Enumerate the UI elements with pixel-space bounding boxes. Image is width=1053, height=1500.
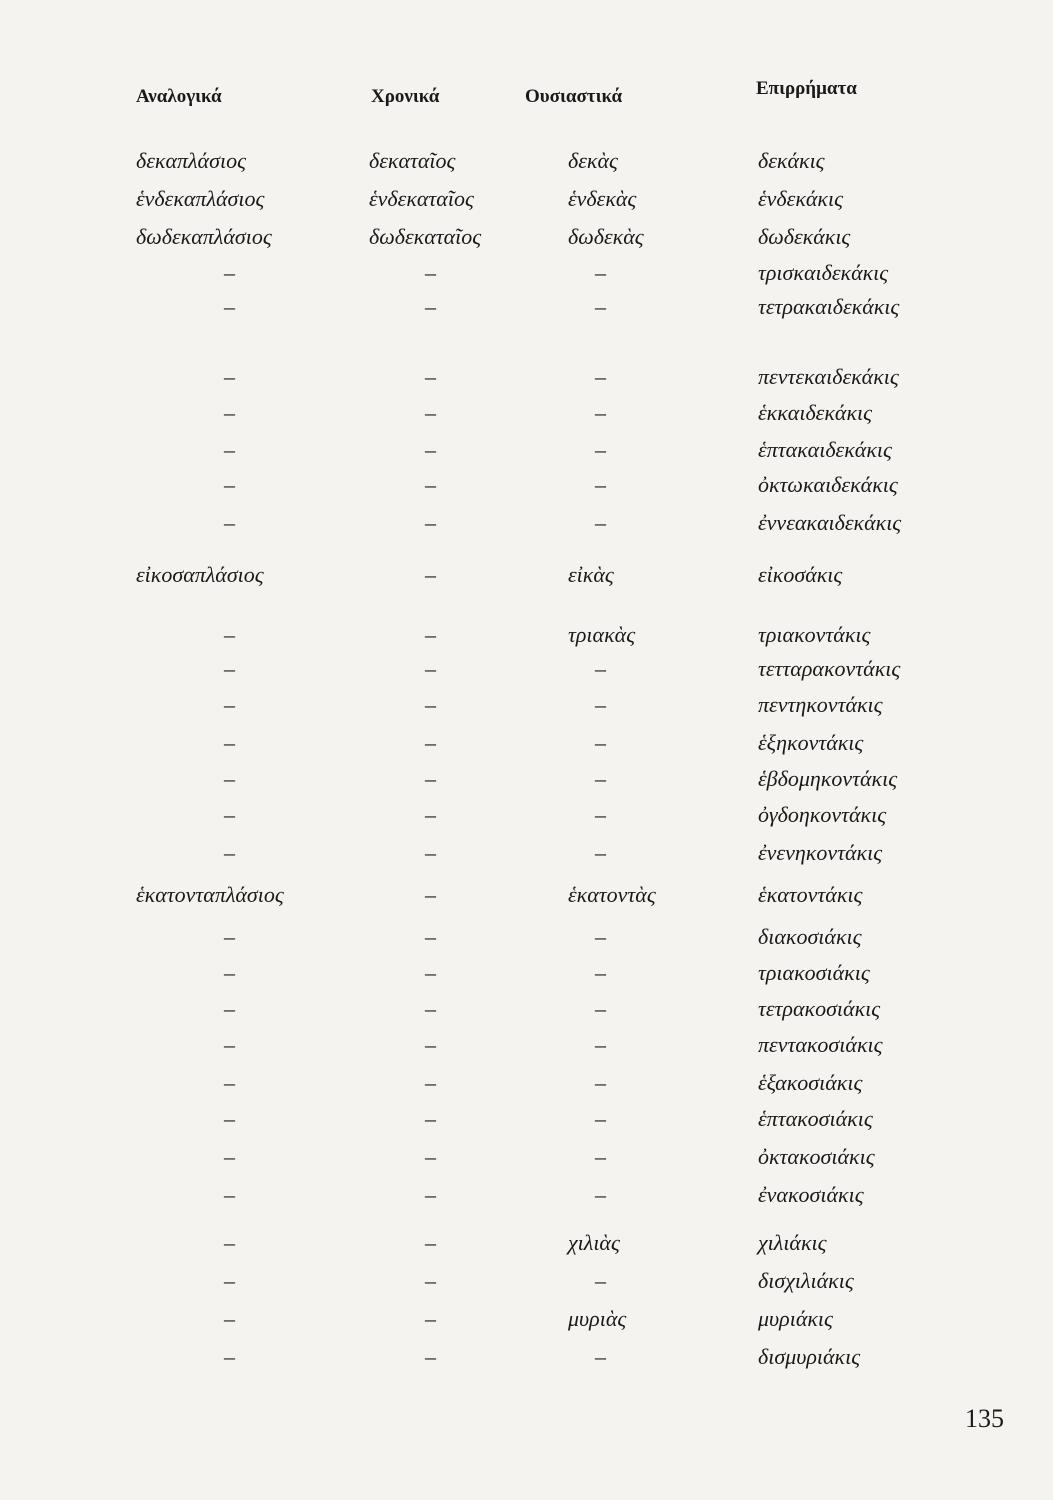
table-row [0,1180,1053,1216]
table-row [0,1142,1053,1178]
epirrima-cell: ὀκτακοσιάκις [758,1144,875,1169]
empty-dash: – [595,1032,606,1057]
empty-dash: – [425,692,436,717]
table-row [0,1104,1053,1140]
empty-dash: – [425,1032,436,1057]
empty-dash: – [425,1344,436,1369]
table-row [0,435,1053,471]
analogiko-cell: δωδεκαπλάσιος [136,224,272,249]
empty-dash: – [595,437,606,462]
empty-dash: – [425,766,436,791]
epirrima-cell: ἐνενηκοντάκις [758,840,883,865]
column-header-ousiastika: Ουσιαστικά [525,86,623,107]
empty-dash: – [224,692,235,717]
empty-dash: – [595,996,606,1021]
epirrima-cell: ἐννεακαιδεκάκις [758,510,902,535]
empty-dash: – [425,1144,436,1169]
empty-dash: – [425,840,436,865]
empty-dash: – [425,802,436,827]
epirrima-cell: μυριάκις [758,1306,833,1331]
table-row [0,1068,1053,1104]
empty-dash: – [425,510,436,535]
table-row [0,560,1053,596]
empty-dash: – [224,656,235,681]
empty-dash: – [425,1106,436,1131]
empty-dash: – [224,960,235,985]
empty-dash: – [595,1106,606,1131]
chroniko-cell: δωδεκαταῖος [369,224,482,249]
table-row [0,728,1053,764]
column-header-analogika: Αναλογικά [136,86,222,107]
empty-dash: – [425,472,436,497]
empty-dash: – [425,656,436,681]
empty-dash: – [595,510,606,535]
ousiastiko-cell: τριακὰς [568,622,636,647]
empty-dash: – [425,294,436,319]
epirrima-cell: ἑπτακαιδεκάκις [758,437,892,462]
empty-dash: – [595,294,606,319]
epirrima-cell: χιλιάκις [758,1230,827,1255]
epirrima-cell: δισχιλιάκις [758,1268,854,1293]
analogiko-cell: ἑκατονταπλάσιος [136,882,284,907]
empty-dash: – [224,840,235,865]
epirrima-cell: τρισκαιδεκάκις [758,260,889,285]
table-row [0,994,1053,1030]
table-row [0,958,1053,994]
empty-dash: – [425,622,436,647]
column-header-epirrimata: Επιρρήματα [756,78,857,99]
epirrima-cell: ἑπτακοσιάκις [758,1106,873,1131]
empty-dash: – [224,364,235,389]
empty-dash: – [425,924,436,949]
epirrima-cell: ἐνακοσιάκις [758,1182,864,1207]
table-row [0,654,1053,690]
epirrima-cell: τριακοντάκις [758,622,871,647]
empty-dash: – [224,437,235,462]
empty-dash: – [595,656,606,681]
empty-dash: – [224,400,235,425]
epirrima-cell: ἑκατοντάκις [758,882,863,907]
chroniko-cell: ἑνδεκαταῖος [369,186,474,211]
empty-dash: – [425,562,436,587]
empty-dash: – [595,1070,606,1095]
epirrima-cell: τετρακαιδεκάκις [758,294,900,319]
empty-dash: – [595,1268,606,1293]
empty-dash: – [425,400,436,425]
table-row [0,470,1053,506]
analogiko-cell: εἰκοσαπλάσιος [136,562,264,587]
ousiastiko-cell: ἑνδεκὰς [568,186,637,211]
empty-dash: – [425,260,436,285]
ousiastiko-cell: μυριὰς [568,1306,627,1331]
empty-dash: – [224,802,235,827]
empty-dash: – [224,472,235,497]
empty-dash: – [224,260,235,285]
epirrima-cell: δισμυριάκις [758,1344,861,1369]
table-row [0,764,1053,800]
empty-dash: – [425,1230,436,1255]
empty-dash: – [425,1268,436,1293]
empty-dash: – [224,924,235,949]
empty-dash: – [224,1268,235,1293]
epirrima-cell: πεντηκοντάκις [758,692,883,717]
epirrima-cell: τριακοσιάκις [758,960,870,985]
epirrima-cell: τετρακοσιάκις [758,996,881,1021]
empty-dash: – [595,840,606,865]
epirrima-cell: πεντακοσιάκις [758,1032,883,1057]
empty-dash: – [224,1144,235,1169]
table-row [0,1228,1053,1264]
empty-dash: – [595,364,606,389]
ousiastiko-cell: δεκὰς [568,148,618,173]
empty-dash: – [595,260,606,285]
empty-dash: – [224,1306,235,1331]
table-row [0,184,1053,220]
epirrima-cell: ἑβδομηκοντάκις [758,766,898,791]
analogiko-cell: δεκαπλάσιος [136,148,246,173]
table-row [0,690,1053,726]
epirrima-cell: ἑξηκοντάκις [758,730,864,755]
table-row [0,800,1053,836]
table-row [0,398,1053,434]
empty-dash: – [595,1182,606,1207]
epirrima-cell: ἑκκαιδεκάκις [758,400,873,425]
empty-dash: – [224,1106,235,1131]
empty-dash: – [224,1344,235,1369]
table-row [0,620,1053,656]
ousiastiko-cell: ἑκατοντὰς [568,882,656,907]
table-row [0,880,1053,916]
epirrima-cell: τετταρακοντάκις [758,656,901,681]
chroniko-cell: δεκαταῖος [369,148,456,173]
ousiastiko-cell: χιλιὰς [568,1230,620,1255]
empty-dash: – [595,400,606,425]
empty-dash: – [425,1182,436,1207]
table-row [0,508,1053,544]
analogiko-cell: ἑνδεκαπλάσιος [136,186,265,211]
empty-dash: – [595,730,606,755]
empty-dash: – [224,1182,235,1207]
epirrima-cell: πεντεκαιδεκάκις [758,364,899,389]
ousiastiko-cell: δωδεκὰς [568,224,644,249]
empty-dash: – [224,766,235,791]
empty-dash: – [425,882,436,907]
column-header-chronika: Χρονικά [371,86,440,107]
epirrima-cell: δωδεκάκις [758,224,851,249]
empty-dash: – [425,730,436,755]
empty-dash: – [595,1144,606,1169]
table-row [0,146,1053,182]
epirrima-cell: ἑξακοσιάκις [758,1070,863,1095]
empty-dash: – [224,996,235,1021]
table-row [0,922,1053,958]
page-number: 135 [965,1404,1004,1433]
empty-dash: – [224,1032,235,1057]
empty-dash: – [224,1070,235,1095]
empty-dash: – [425,364,436,389]
table-row [0,838,1053,874]
epirrima-cell: ὀγδοηκοντάκις [758,802,887,827]
epirrima-cell: εἰκοσάκις [758,562,843,587]
epirrima-cell: ὀκτωκαιδεκάκις [758,472,898,497]
empty-dash: – [425,996,436,1021]
epirrima-cell: διακοσιάκις [758,924,862,949]
empty-dash: – [425,960,436,985]
empty-dash: – [425,1306,436,1331]
epirrima-cell: δεκάκις [758,148,825,173]
epirrima-cell: ἑνδεκάκις [758,186,844,211]
empty-dash: – [595,802,606,827]
table-row [0,362,1053,398]
empty-dash: – [595,924,606,949]
table-row [0,1266,1053,1302]
table-row [0,222,1053,258]
empty-dash: – [595,692,606,717]
empty-dash: – [224,622,235,647]
table-row [0,258,1053,294]
table-row [0,1304,1053,1340]
table-row [0,1030,1053,1066]
ousiastiko-cell: εἰκὰς [568,562,614,587]
empty-dash: – [224,510,235,535]
empty-dash: – [595,766,606,791]
empty-dash: – [595,472,606,497]
empty-dash: – [595,1344,606,1369]
empty-dash: – [595,960,606,985]
empty-dash: – [425,1070,436,1095]
empty-dash: – [224,730,235,755]
empty-dash: – [224,294,235,319]
table-row [0,1342,1053,1378]
empty-dash: – [224,1230,235,1255]
empty-dash: – [425,437,436,462]
table-row [0,292,1053,328]
